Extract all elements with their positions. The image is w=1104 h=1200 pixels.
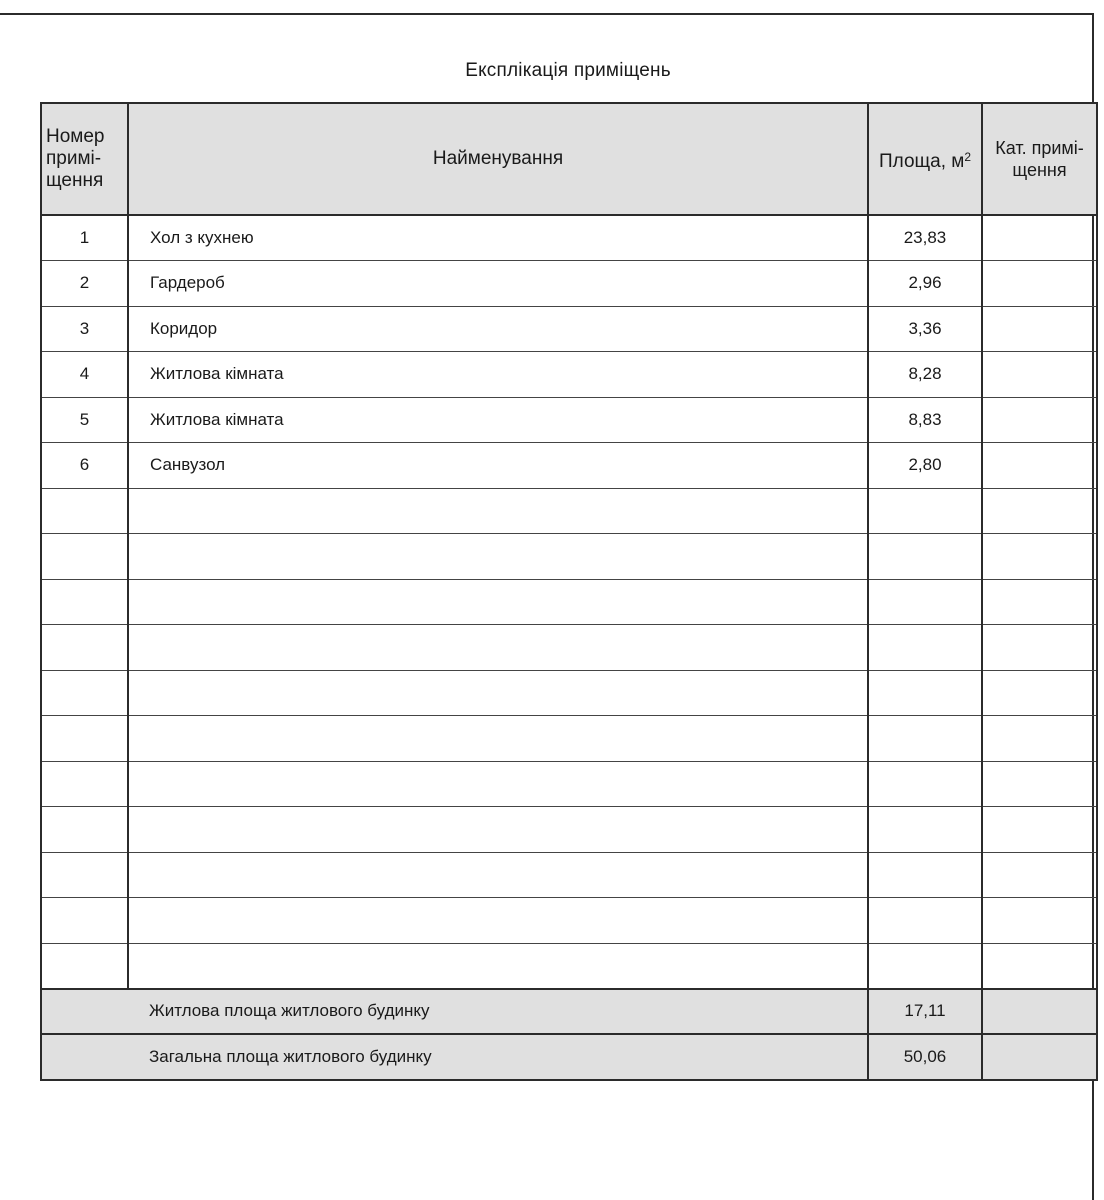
room-category-cell bbox=[982, 716, 1097, 762]
room-category-cell bbox=[982, 670, 1097, 716]
total-label: Житлова площа житлового будинку bbox=[41, 989, 868, 1035]
table-row bbox=[41, 670, 1097, 716]
table-row bbox=[41, 716, 1097, 762]
table-row bbox=[41, 898, 1097, 944]
room-name-cell bbox=[128, 716, 868, 762]
room-name-cell bbox=[128, 670, 868, 716]
room-category-cell bbox=[982, 943, 1097, 989]
room-area-cell bbox=[868, 488, 982, 534]
room-category-cell bbox=[982, 488, 1097, 534]
header-category: Кат. примі- щення bbox=[982, 103, 1097, 215]
room-number-cell bbox=[41, 852, 128, 898]
room-name-cell bbox=[128, 761, 868, 807]
room-name-cell bbox=[128, 625, 868, 671]
table-row bbox=[41, 807, 1097, 853]
room-name-cell: Гардероб bbox=[128, 261, 868, 307]
total-category bbox=[982, 989, 1097, 1035]
frame-top-border bbox=[0, 13, 1094, 15]
room-area-cell bbox=[868, 625, 982, 671]
room-category-cell bbox=[982, 807, 1097, 853]
room-area-cell: 2,96 bbox=[868, 261, 982, 307]
table-row bbox=[41, 443, 1097, 489]
room-name-cell: Житлова кімната bbox=[128, 397, 868, 443]
room-number-cell bbox=[41, 943, 128, 989]
room-name-cell bbox=[128, 898, 868, 944]
room-area-cell bbox=[868, 898, 982, 944]
table-row bbox=[41, 852, 1097, 898]
room-category-cell bbox=[982, 852, 1097, 898]
totals-row bbox=[41, 989, 1097, 1035]
room-area-cell bbox=[868, 670, 982, 716]
room-number-cell bbox=[41, 488, 128, 534]
total-label: Загальна площа житлового будинку bbox=[41, 1034, 868, 1080]
room-name-cell bbox=[128, 807, 868, 853]
document-title: Експлікація приміщень bbox=[465, 60, 671, 81]
table-row bbox=[41, 215, 1097, 261]
room-area-cell bbox=[868, 761, 982, 807]
room-number-cell bbox=[41, 716, 128, 762]
table-row bbox=[41, 761, 1097, 807]
room-number-cell: 1 bbox=[41, 215, 128, 261]
table-row bbox=[41, 488, 1097, 534]
room-name-cell: Санвузол bbox=[128, 443, 868, 489]
table-row bbox=[41, 579, 1097, 625]
room-category-cell bbox=[982, 397, 1097, 443]
table-row bbox=[41, 352, 1097, 398]
room-category-cell bbox=[982, 579, 1097, 625]
header-room-number: Номер примі- щення bbox=[41, 103, 128, 215]
room-number-cell: 5 bbox=[41, 397, 128, 443]
table-row bbox=[41, 625, 1097, 671]
explication-table bbox=[40, 102, 1098, 1081]
room-area-cell bbox=[868, 716, 982, 762]
totals-row bbox=[41, 1034, 1097, 1080]
room-number-cell bbox=[41, 534, 128, 580]
room-area-cell bbox=[868, 943, 982, 989]
total-area: 17,11 bbox=[868, 989, 982, 1035]
table-row bbox=[41, 534, 1097, 580]
room-category-cell bbox=[982, 306, 1097, 352]
room-number-cell bbox=[41, 807, 128, 853]
room-name-cell bbox=[128, 488, 868, 534]
room-number-cell bbox=[41, 898, 128, 944]
total-category bbox=[982, 1034, 1097, 1080]
room-category-cell bbox=[982, 898, 1097, 944]
room-category-cell bbox=[982, 625, 1097, 671]
room-number-cell: 3 bbox=[41, 306, 128, 352]
room-category-cell bbox=[982, 443, 1097, 489]
room-name-cell: Хол з кухнею bbox=[128, 215, 868, 261]
room-category-cell bbox=[982, 261, 1097, 307]
room-name-cell: Житлова кімната bbox=[128, 352, 868, 398]
room-area-cell bbox=[868, 807, 982, 853]
room-area-cell: 23,83 bbox=[868, 215, 982, 261]
room-area-cell bbox=[868, 852, 982, 898]
room-area-cell: 3,36 bbox=[868, 306, 982, 352]
table-row bbox=[41, 261, 1097, 307]
room-number-cell bbox=[41, 579, 128, 625]
room-name-cell bbox=[128, 579, 868, 625]
room-area-cell: 8,28 bbox=[868, 352, 982, 398]
room-category-cell bbox=[982, 534, 1097, 580]
table-row bbox=[41, 306, 1097, 352]
room-number-cell: 4 bbox=[41, 352, 128, 398]
room-name-cell bbox=[128, 534, 868, 580]
room-number-cell bbox=[41, 670, 128, 716]
header-area: Площа, $м^2$ bbox=[868, 103, 982, 215]
room-category-cell bbox=[982, 215, 1097, 261]
total-area: 50,06 bbox=[868, 1034, 982, 1080]
room-area-cell: 2,80 bbox=[868, 443, 982, 489]
header-name: Найменування bbox=[128, 103, 868, 215]
room-name-cell bbox=[128, 943, 868, 989]
room-number-cell bbox=[41, 761, 128, 807]
room-area-cell bbox=[868, 579, 982, 625]
room-number-cell: 2 bbox=[41, 261, 128, 307]
room-number-cell bbox=[41, 625, 128, 671]
room-name-cell: Коридор bbox=[128, 306, 868, 352]
room-category-cell bbox=[982, 352, 1097, 398]
room-number-cell: 6 bbox=[41, 443, 128, 489]
room-name-cell bbox=[128, 852, 868, 898]
room-area-cell bbox=[868, 534, 982, 580]
table-row bbox=[41, 397, 1097, 443]
table-header-row bbox=[41, 103, 1097, 215]
room-area-cell: 8,83 bbox=[868, 397, 982, 443]
table-row bbox=[41, 943, 1097, 989]
room-category-cell bbox=[982, 761, 1097, 807]
